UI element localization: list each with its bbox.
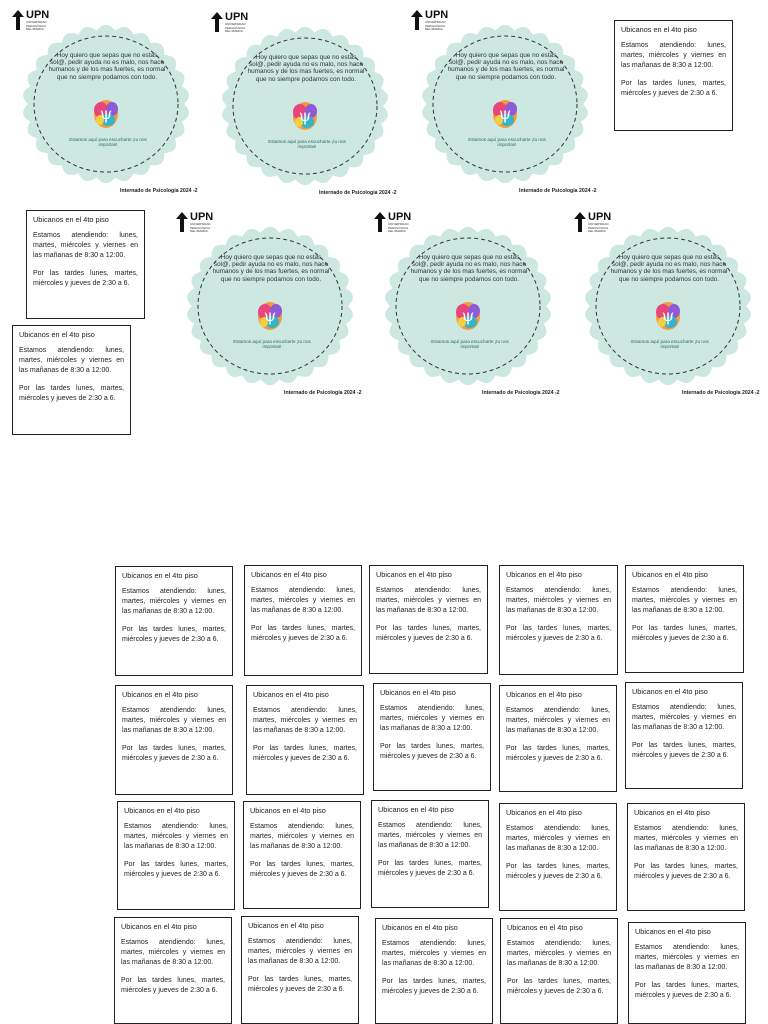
- info-card: [115, 566, 233, 676]
- sticker-tagline: Estamos aquí para escucharte ¡tu nos importas!: [268, 139, 346, 150]
- sticker: [207, 12, 407, 202]
- sticker: [407, 10, 607, 200]
- info-card: [114, 917, 232, 1024]
- info-card-morning-hours: Estamos atendiendo: lunes, martes, miércoles y viernes en las mañanas de 8:30 a 12:00.: [506, 707, 610, 735]
- info-card-afternoon-hours: Por las tardes lunes, martes, miércoles y jueves de 2:30 a 6.: [632, 741, 736, 759]
- info-card-morning-hours: Estamos atendiendo: lunes, martes, miércoles y viernes en las mañanas de 8:30 a 12:00.: [250, 823, 354, 851]
- info-card-title: Ubicanos en el 4to piso: [122, 690, 198, 699]
- info-card: [244, 565, 362, 676]
- info-card-title: Ubicanos en el 4to piso: [380, 688, 456, 697]
- sticker-message: Hoy quiero que sepas que no estas sol@, pedir ayuda no es malo, nos hace humanos y de los mas fuertes, es normal que no siempre podamos con todo.: [48, 52, 166, 81]
- sticker-footer: Internado de Psicología 2024 -2: [519, 188, 597, 194]
- info-card-afternoon-hours: Por las tardes lunes, martes, miércoles y jueves de 2:30 a 6.: [19, 384, 124, 402]
- scalloped-badge-icon: [8, 10, 208, 186]
- info-card-morning-hours: Estamos atendiendo: lunes, martes, miércoles y viernes en las mañanas de 8:30 a 12:00.: [19, 347, 124, 375]
- info-card-title: Ubicanos en el 4to piso: [378, 805, 454, 814]
- info-card: [375, 918, 493, 1024]
- colorful-head-psi-icon: [258, 302, 282, 330]
- info-card-morning-hours: Estamos atendiendo: lunes, martes, miércoles y viernes en las mañanas de 8:30 a 12:00.: [253, 707, 357, 735]
- sticker-tagline: Estamos aquí para escucharte ¡tu nos importas!: [431, 339, 509, 350]
- info-card-title: Ubicanos en el 4to piso: [122, 571, 198, 580]
- info-card-title: Ubicanos en el 4to piso: [632, 687, 708, 696]
- colorful-head-psi-icon: [94, 100, 118, 128]
- info-card: [115, 685, 233, 795]
- upn-logo: [574, 212, 611, 234]
- info-card-afternoon-hours: Por las tardes lunes, martes, miércoles y jueves de 2:30 a 6.: [621, 79, 726, 97]
- svg-text:ψ: ψ: [498, 104, 512, 123]
- info-card-morning-hours: Estamos atendiendo: lunes, martes, miércoles y viernes en las mañanas de 8:30 a 12:00.: [122, 707, 226, 735]
- svg-text:ψ: ψ: [461, 306, 475, 325]
- info-card-title: Ubicanos en el 4to piso: [253, 690, 329, 699]
- sticker-footer: Internado de Psicología 2024 -2: [482, 390, 560, 396]
- upn-arrow-logo-icon: [374, 212, 386, 232]
- sticker: [370, 212, 570, 402]
- info-card: [625, 682, 743, 789]
- logo-text: UPN: [388, 211, 412, 223]
- logo-subtext: UNIVERSIDAD PEDAGÓGICA DEL IBARRA: [26, 20, 47, 31]
- info-card-title: Ubicanos en el 4to piso: [19, 330, 95, 339]
- upn-arrow-logo-icon: [12, 10, 24, 30]
- svg-text:ψ: ψ: [99, 104, 113, 123]
- upn-logo: [176, 212, 213, 234]
- info-card-morning-hours: Estamos atendiendo: lunes, martes, miércoles y viernes en las mañanas de 8:30 a 12:00.: [121, 939, 225, 967]
- svg-text:ψ: ψ: [298, 106, 312, 125]
- info-card: [117, 801, 235, 910]
- info-card-morning-hours: Estamos atendiendo: lunes, martes, miércoles y viernes en las mañanas de 8:30 a 12:00.: [380, 705, 484, 733]
- info-card-afternoon-hours: Por las tardes lunes, martes, miércoles y jueves de 2:30 a 6.: [506, 862, 610, 880]
- logo-subtext: UNIVERSIDAD PEDAGÓGICA DEL IBARRA: [425, 20, 446, 31]
- svg-text:ψ: ψ: [263, 306, 277, 325]
- info-card-afternoon-hours: Por las tardes lunes, martes, miércoles y jueves de 2:30 a 6.: [124, 860, 228, 878]
- info-card-morning-hours: Estamos atendiendo: lunes, martes, miércoles y viernes en las mañanas de 8:30 a 12:00.: [506, 587, 611, 615]
- info-card-title: Ubicanos en el 4to piso: [382, 923, 458, 932]
- upn-logo: [12, 10, 49, 32]
- info-card: [241, 916, 359, 1024]
- info-card-afternoon-hours: Por las tardes lunes, martes, miércoles y jueves de 2:30 a 6.: [376, 624, 481, 642]
- logo-subtext: UNIVERSIDAD PEDAGÓGICA DEL IBARRA: [225, 22, 246, 33]
- sticker-footer: Internado de Psicología 2024 -2: [682, 390, 760, 396]
- info-card-afternoon-hours: Por las tardes lunes, martes, miércoles y jueves de 2:30 a 6.: [121, 976, 225, 994]
- sticker-tagline: Estamos aquí para escucharte ¡tu nos importas!: [631, 339, 709, 350]
- upn-logo: [374, 212, 411, 234]
- info-card: [243, 801, 361, 909]
- info-card-title: Ubicanos en el 4to piso: [124, 806, 200, 815]
- scalloped-badge-icon: [207, 12, 407, 188]
- logo-text: UPN: [26, 9, 50, 21]
- scalloped-badge-icon: [172, 212, 372, 388]
- info-card-afternoon-hours: Por las tardes lunes, martes, miércoles y jueves de 2:30 a 6.: [382, 977, 486, 995]
- info-card: [369, 565, 488, 674]
- info-card: [500, 918, 618, 1024]
- scalloped-badge-icon: [570, 212, 768, 388]
- info-card-title: Ubicanos en el 4to piso: [376, 570, 452, 579]
- info-card: [614, 20, 733, 131]
- info-card-morning-hours: Estamos atendiendo: lunes, martes, miércoles y viernes en las mañanas de 8:30 a 12:00.: [124, 823, 228, 851]
- info-card-title: Ubicanos en el 4to piso: [632, 570, 708, 579]
- scalloped-badge-icon: [407, 10, 607, 186]
- info-card-afternoon-hours: Por las tardes lunes, martes, miércoles y jueves de 2:30 a 6.: [506, 744, 610, 762]
- logo-subtext: UNIVERSIDAD PEDAGÓGICA DEL IBARRA: [588, 222, 609, 233]
- upn-arrow-logo-icon: [211, 12, 223, 32]
- info-card: [499, 565, 618, 675]
- info-card-morning-hours: Estamos atendiendo: lunes, martes, miércoles y viernes en las mañanas de 8:30 a 12:00.: [382, 940, 486, 968]
- info-card: [246, 685, 364, 795]
- sticker-footer: Internado de Psicología 2024 -2: [319, 190, 397, 196]
- info-card-title: Ubicanos en el 4to piso: [634, 808, 710, 817]
- info-card-morning-hours: Estamos atendiendo: lunes, martes, miércoles y viernes en las mañanas de 8:30 a 12:00.: [378, 822, 482, 850]
- info-card-morning-hours: Estamos atendiendo: lunes, martes, miércoles y viernes en las mañanas de 8:30 a 12:00.: [506, 825, 610, 853]
- upn-arrow-logo-icon: [411, 10, 423, 30]
- info-card: [628, 922, 746, 1024]
- info-card-title: Ubicanos en el 4to piso: [506, 690, 582, 699]
- info-card: [627, 803, 745, 911]
- sticker-footer: Internado de Psicología 2024 -2: [120, 188, 198, 194]
- info-card-morning-hours: Estamos atendiendo: lunes, martes, miércoles y viernes en las mañanas de 8:30 a 12:00.: [33, 232, 138, 260]
- logo-text: UPN: [225, 11, 249, 23]
- info-card-title: Ubicanos en el 4to piso: [251, 570, 327, 579]
- logo-subtext: UNIVERSIDAD PEDAGÓGICA DEL IBARRA: [190, 222, 211, 233]
- info-card-afternoon-hours: Por las tardes lunes, martes, miércoles y jueves de 2:30 a 6.: [635, 981, 739, 999]
- info-card-morning-hours: Estamos atendiendo: lunes, martes, miércoles y viernes en las mañanas de 8:30 a 12:00.: [635, 944, 739, 972]
- info-card: [26, 210, 145, 319]
- info-card-morning-hours: Estamos atendiendo: lunes, martes, miércoles y viernes en las mañanas de 8:30 a 12:00.: [251, 587, 355, 615]
- info-card-title: Ubicanos en el 4to piso: [248, 921, 324, 930]
- sticker: [570, 212, 768, 402]
- info-card-morning-hours: Estamos atendiendo: lunes, martes, miércoles y viernes en las mañanas de 8:30 a 12:00.: [248, 938, 352, 966]
- upn-logo: [411, 10, 448, 32]
- info-card-title: Ubicanos en el 4to piso: [121, 922, 197, 931]
- info-card-morning-hours: Estamos atendiendo: lunes, martes, miércoles y viernes en las mañanas de 8:30 a 12:00.: [621, 42, 726, 70]
- info-card: [625, 565, 744, 673]
- sticker: [172, 212, 372, 402]
- info-card-afternoon-hours: Por las tardes lunes, martes, miércoles y jueves de 2:30 a 6.: [507, 977, 611, 995]
- logo-text: UPN: [425, 9, 449, 21]
- info-card-title: Ubicanos en el 4to piso: [33, 215, 109, 224]
- sticker-tagline: Estamos aquí para escucharte ¡tu nos importas!: [69, 137, 147, 148]
- info-card-morning-hours: Estamos atendiendo: lunes, martes, miércoles y viernes en las mañanas de 8:30 a 12:00.: [632, 704, 736, 732]
- info-card-afternoon-hours: Por las tardes lunes, martes, miércoles y jueves de 2:30 a 6.: [380, 742, 484, 760]
- info-card-afternoon-hours: Por las tardes lunes, martes, miércoles y jueves de 2:30 a 6.: [251, 624, 355, 642]
- info-card-afternoon-hours: Por las tardes lunes, martes, miércoles y jueves de 2:30 a 6.: [378, 859, 482, 877]
- info-card-title: Ubicanos en el 4to piso: [507, 923, 583, 932]
- scalloped-badge-icon: [370, 212, 570, 388]
- info-card-title: Ubicanos en el 4to piso: [250, 806, 326, 815]
- colorful-head-psi-icon: [493, 100, 517, 128]
- info-card-afternoon-hours: Por las tardes lunes, martes, miércoles y jueves de 2:30 a 6.: [122, 744, 226, 762]
- info-card-afternoon-hours: Por las tardes lunes, martes, miércoles y jueves de 2:30 a 6.: [634, 862, 738, 880]
- info-card-afternoon-hours: Por las tardes lunes, martes, miércoles y jueves de 2:30 a 6.: [632, 624, 737, 642]
- info-card: [12, 325, 131, 435]
- sticker-message: Hoy quiero que sepas que no estas sol@, pedir ayuda no es malo, nos hace humanos y de los mas fuertes, es normal que no siempre podamos con todo.: [212, 254, 330, 283]
- sticker-message: Hoy quiero que sepas que no estas sol@, pedir ayuda no es malo, nos hace humanos y de los mas fuertes, es normal que no siempre podamos con todo.: [247, 54, 365, 83]
- colorful-head-psi-icon: [456, 302, 480, 330]
- upn-logo: [211, 12, 248, 34]
- sticker-tagline: Estamos aquí para escucharte ¡tu nos importas!: [233, 339, 311, 350]
- logo-subtext: UNIVERSIDAD PEDAGÓGICA DEL IBARRA: [388, 222, 409, 233]
- logo-text: UPN: [190, 211, 214, 223]
- info-card-title: Ubicanos en el 4to piso: [635, 927, 711, 936]
- upn-arrow-logo-icon: [574, 212, 586, 232]
- info-card: [499, 685, 617, 792]
- sticker-tagline: Estamos aquí para escucharte ¡tu nos importas!: [468, 137, 546, 148]
- info-card-afternoon-hours: Por las tardes lunes, martes, miércoles y jueves de 2:30 a 6.: [248, 975, 352, 993]
- colorful-head-psi-icon: [293, 102, 317, 130]
- sticker-message: Hoy quiero que sepas que no estas sol@, pedir ayuda no es malo, nos hace humanos y de los mas fuertes, es normal que no siempre podamos con todo.: [447, 52, 565, 81]
- info-card-afternoon-hours: Por las tardes lunes, martes, miércoles y jueves de 2:30 a 6.: [122, 625, 226, 643]
- info-card-morning-hours: Estamos atendiendo: lunes, martes, miércoles y viernes en las mañanas de 8:30 a 12:00.: [376, 587, 481, 615]
- info-card-title: Ubicanos en el 4to piso: [506, 808, 582, 817]
- sticker: [8, 10, 208, 200]
- info-card-afternoon-hours: Por las tardes lunes, martes, miércoles y jueves de 2:30 a 6.: [250, 860, 354, 878]
- logo-text: UPN: [588, 211, 612, 223]
- sticker-message: Hoy quiero que sepas que no estas sol@, pedir ayuda no es malo, nos hace humanos y de los mas fuertes, es normal que no siempre podamos con todo.: [410, 254, 528, 283]
- info-card-afternoon-hours: Por las tardes lunes, martes, miércoles y jueves de 2:30 a 6.: [33, 269, 138, 287]
- info-card-title: Ubicanos en el 4to piso: [621, 25, 697, 34]
- sticker-footer: Internado de Psicología 2024 -2: [284, 390, 362, 396]
- info-card-morning-hours: Estamos atendiendo: lunes, martes, miércoles y viernes en las mañanas de 8:30 a 12:00.: [122, 588, 226, 616]
- info-card-morning-hours: Estamos atendiendo: lunes, martes, miércoles y viernes en las mañanas de 8:30 a 12:00.: [507, 940, 611, 968]
- svg-text:ψ: ψ: [661, 306, 675, 325]
- sticker-message: Hoy quiero que sepas que no estas sol@, pedir ayuda no es malo, nos hace humanos y de los mas fuertes, es normal que no siempre podamos con todo.: [610, 254, 728, 283]
- upn-arrow-logo-icon: [176, 212, 188, 232]
- info-card: [371, 800, 489, 908]
- info-card: [499, 803, 617, 911]
- info-card: [373, 683, 491, 791]
- info-card-title: Ubicanos en el 4to piso: [506, 570, 582, 579]
- info-card-morning-hours: Estamos atendiendo: lunes, martes, miércoles y viernes en las mañanas de 8:30 a 12:00.: [632, 587, 737, 615]
- info-card-morning-hours: Estamos atendiendo: lunes, martes, miércoles y viernes en las mañanas de 8:30 a 12:00.: [634, 825, 738, 853]
- info-card-afternoon-hours: Por las tardes lunes, martes, miércoles y jueves de 2:30 a 6.: [253, 744, 357, 762]
- colorful-head-psi-icon: [656, 302, 680, 330]
- info-card-afternoon-hours: Por las tardes lunes, martes, miércoles y jueves de 2:30 a 6.: [506, 624, 611, 642]
